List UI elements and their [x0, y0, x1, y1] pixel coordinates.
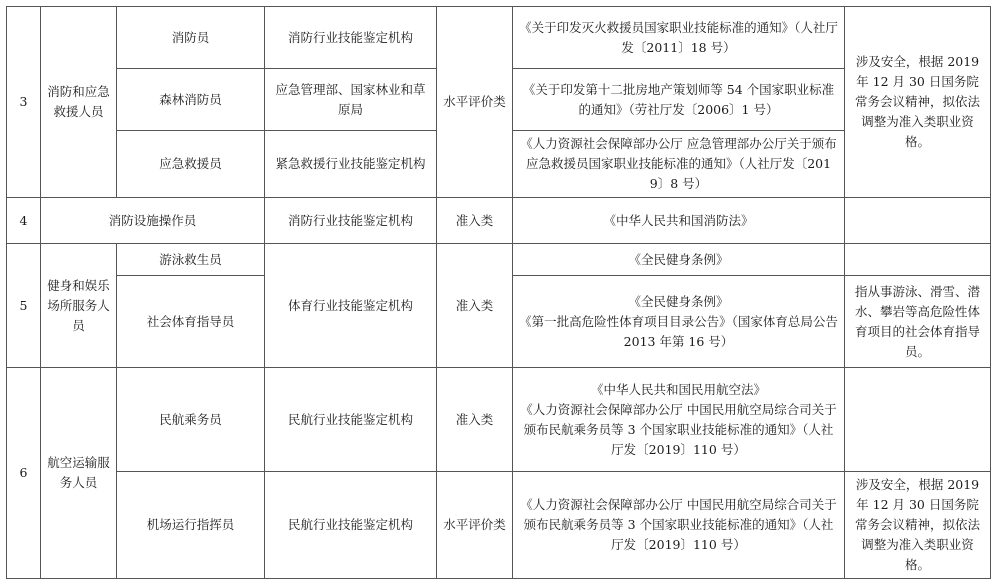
occupation-cell: 应急救援员: [117, 131, 265, 198]
reference-line: 《第一批高危险性体育项目目录公告》（国家体育总局公告 2013 年第 16 号）: [519, 313, 838, 349]
type-cell: 准入类: [437, 368, 513, 472]
row-number: 3: [7, 7, 41, 198]
note-cell: [845, 368, 991, 472]
org-cell: 体育行业技能鉴定机构: [265, 244, 437, 368]
org-cell: 应急管理部、国家林业和草原局: [265, 69, 437, 131]
reference-cell: [513, 276, 845, 368]
reference-cell: 《关于印发第十二批房地产策划师等 54 个国家职业标准的通知》（劳社厅发〔2006〕1 号）: [513, 69, 845, 131]
row-number: 6: [7, 368, 41, 579]
type-cell: 准入类: [437, 198, 513, 244]
occupation-cell: 森林消防员: [117, 69, 265, 131]
note-cell: 涉及安全，根据 2019 年 12 月 30 日国务院常务会议精神，拟依法调整为准入类职业资格。: [845, 7, 991, 198]
occupation-cell: 消防员: [117, 7, 265, 69]
type-cell: 水平评价类: [437, 7, 513, 198]
category-cell: 健身和娱乐场所服务人员: [41, 244, 117, 368]
reference-line: 《人力资源社会保障部办公厅 中国民用航空局综合司关于颁布民航乘务员等 3 个国家职业技能标准的通知》（人社厅发〔2019〕110 号）: [520, 401, 837, 457]
reference-cell: 《人力资源社会保障部办公厅 应急管理部办公厅关于颁布应急救援员国家职业技能标准的通知》（人社厅发〔2019〕8 号）: [513, 131, 845, 198]
org-cell: 民航行业技能鉴定机构: [265, 368, 437, 472]
occupation-cell: 游泳救生员: [117, 244, 265, 276]
type-cell: 准入类: [437, 244, 513, 368]
org-cell: 紧急救援行业技能鉴定机构: [265, 131, 437, 198]
note-cell: 涉及安全，根据 2019 年 12 月 30 日国务院常务会议精神，拟依法调整为准入类职业资格。: [845, 472, 991, 579]
reference-cell: 《中华人民共和国消防法》: [513, 198, 845, 244]
org-cell: 民航行业技能鉴定机构: [265, 472, 437, 579]
reference-cell: [513, 368, 845, 472]
table-row: [7, 198, 991, 244]
note-cell: 指从事游泳、滑雪、潜水、攀岩等高危险性体育项目的社会体育指导员。: [845, 276, 991, 368]
table-row: [7, 244, 991, 276]
row-number: 4: [7, 198, 41, 244]
reference-line: 《中华人民共和国民用航空法》: [590, 381, 766, 397]
occupation-cell: 机场运行指挥员: [117, 472, 265, 579]
category-cell: 航空运输服务人员: [41, 368, 117, 579]
table-row: [7, 472, 991, 579]
type-cell: 水平评价类: [437, 472, 513, 579]
occupation-cell: 民航乘务员: [117, 368, 265, 472]
reference-cell: 《人力资源社会保障部办公厅 中国民用航空局综合司关于颁布民航乘务员等 3 个国家职业技能标准的通知》（人社厅发〔2019〕110 号）: [513, 472, 845, 579]
note-cell: [845, 198, 991, 244]
table-row: [7, 368, 991, 472]
qualification-table: [6, 6, 991, 579]
occupation-cell: 社会体育指导员: [117, 276, 265, 368]
org-cell: 消防行业技能鉴定机构: [265, 7, 437, 69]
org-cell: 消防行业技能鉴定机构: [265, 198, 437, 244]
occupation-cell: 消防设施操作员: [41, 198, 265, 244]
category-cell: 消防和应急救援人员: [41, 7, 117, 198]
reference-cell: 《全民健身条例》: [513, 244, 845, 276]
reference-line: 《全民健身条例》: [628, 293, 729, 309]
reference-cell: 《关于印发灭火救援员国家职业技能标准的通知》（人社厅发〔2011〕18 号）: [513, 7, 845, 69]
row-number: 5: [7, 244, 41, 368]
note-cell: [845, 244, 991, 276]
table-row: [7, 7, 991, 69]
